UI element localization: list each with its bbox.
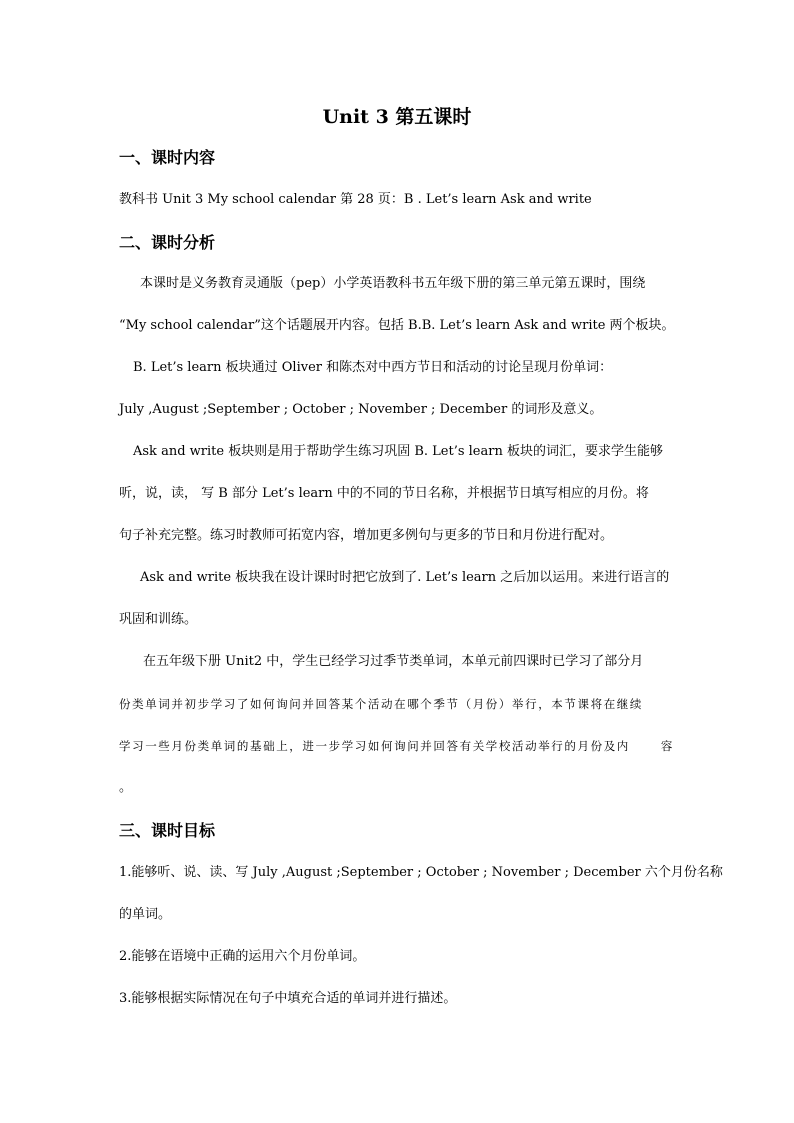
analysis-paragraph-2-line-1: B. Let’s learn 板块通过 Oliver 和陈杰对中西方节日和活动的讨论呈现月份单词：: [133, 360, 613, 375]
analysis-paragraph-3-line-1: Ask and write 板块则是用于帮助学生练习巩固 B. Let’s learn 板块的词汇，要求学生能够: [133, 444, 663, 459]
analysis-paragraph-5-line-2: 份类单词并初步学习了如何询问并回答某个活动在哪个季节（月份）举行，本节课将在继续: [119, 697, 643, 711]
goal-3: 3.能够根据实际情况在句子中填充合适的单词并进行描述。: [119, 991, 457, 1006]
analysis-paragraph-1-line-1: 本课时是义务教育灵通版（pep）小学英语教科书五年级下册的第三单元第五课时，围绕: [140, 276, 646, 291]
analysis-paragraph-5-line-3-end: 容: [660, 739, 674, 753]
analysis-paragraph-4-line-1: Ask and write 板块我在设计课时时把它放到了. Let’s learn 之后加以运用。来进行语言的: [140, 570, 670, 585]
analysis-paragraph-5-line-3-row: [119, 736, 674, 756]
analysis-paragraph-2-line-2: July ,August ;September ; October ; November ; December 的词形及意义。: [119, 402, 603, 417]
analysis-paragraph-1-line-2: “My school calendar”这个话题展开内容。包括 B.B. Let’s learn Ask and write 两个板块。: [119, 318, 675, 333]
analysis-paragraph-3-line-2: 听，说，读， 写 B 部分 Let’s learn 中的不同的节日名称，并根据节日填写相应的月份。将: [119, 486, 649, 501]
lesson-content-text: 教科书 Unit 3 My school calendar 第 28 页：B . Let’s learn Ask and write: [119, 192, 592, 207]
analysis-paragraph-5-line-4: 。: [119, 780, 133, 795]
section-heading-analysis: 二、课时分析: [119, 233, 216, 252]
section-heading-content: 一、课时内容: [119, 148, 216, 167]
analysis-paragraph-5-line-1: 在五年级下册 Unit2 中，学生已经学习过季节类单词，本单元前四课时已学习了部分月: [143, 654, 644, 669]
section-heading-goals: 三、课时目标: [119, 821, 216, 840]
goal-1-line-2: 的单词。: [119, 907, 172, 922]
analysis-paragraph-3-line-3: 句子补充完整。练习时教师可拓宽内容，增加更多例句与更多的节日和月份进行配对。: [119, 528, 614, 543]
goal-2: 2.能够在语境中正确的运用六个月份单词。: [119, 949, 366, 964]
goal-1-line-1: 1.能够听、说、读、写 July ,August ;September ; October ; November ; December 六个月份名称: [119, 865, 723, 880]
analysis-paragraph-4-line-2: 巩固和训练。: [119, 612, 198, 627]
analysis-paragraph-5-line-3: [119, 736, 679, 756]
page-title: Unit 3 第五课时: [322, 106, 472, 128]
analysis-paragraph-5-line-3-main: 学习一些月份类单词的基础上，进一步学习如何询问并回答有关学校活动举行的月份及内: [119, 739, 630, 753]
